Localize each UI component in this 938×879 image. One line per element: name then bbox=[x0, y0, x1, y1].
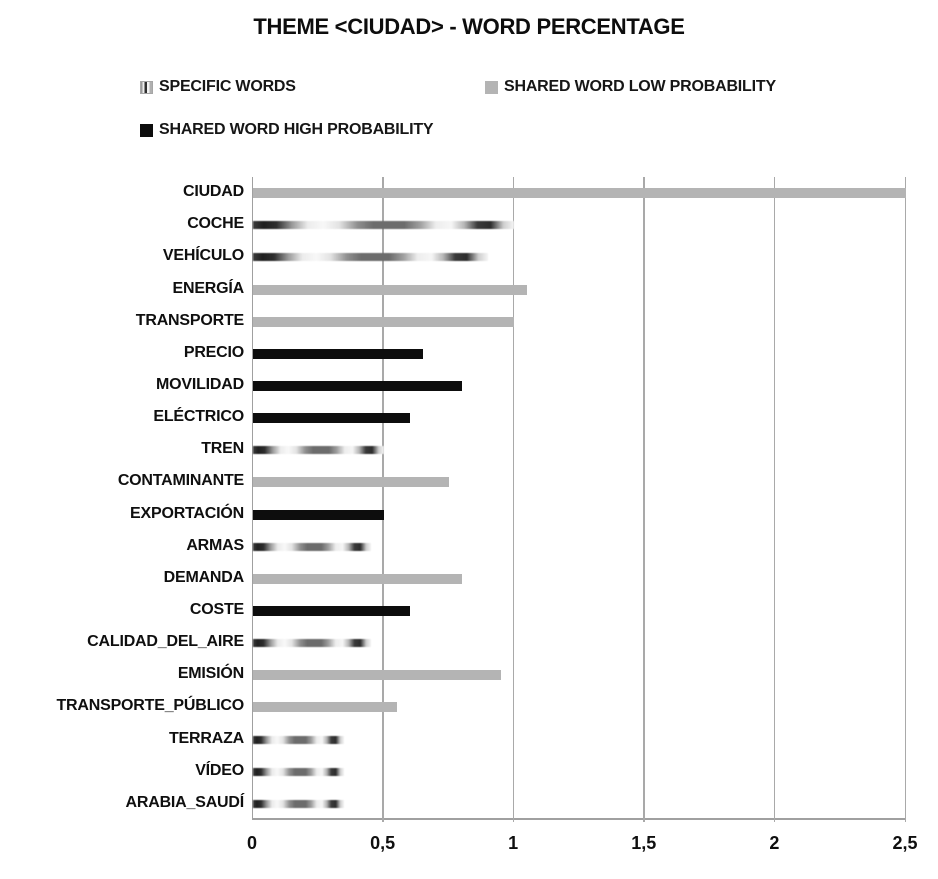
chart-title: THEME <CIUDAD> - WORD PERCENTAGE bbox=[253, 14, 685, 39]
category-label: CALIDAD_DEL_AIRE bbox=[87, 633, 244, 651]
category-label: COCHE bbox=[187, 215, 244, 233]
category-label: TRANSPORTE bbox=[135, 311, 244, 329]
bar-tren bbox=[253, 446, 384, 454]
legend-item-shared-word-high bbox=[140, 121, 433, 139]
category-label: DEMANDA bbox=[163, 568, 244, 586]
category-label: ARABIA_SAUDÍ bbox=[125, 793, 244, 811]
legend-item-specific-words bbox=[140, 78, 296, 96]
category-label: TREN bbox=[201, 440, 244, 458]
category-label: EMISIÓN bbox=[177, 665, 244, 683]
category-label: CONTAMINANTE bbox=[117, 472, 244, 490]
category-label: COSTE bbox=[189, 601, 244, 619]
gridline bbox=[643, 177, 645, 822]
shared-word-high-swatch-icon bbox=[140, 124, 153, 137]
bar-energía bbox=[253, 285, 527, 295]
x-tick-label: 2 bbox=[769, 833, 780, 853]
bar-calidad_del_aire bbox=[253, 639, 371, 647]
category-label: ARMAS bbox=[186, 536, 244, 554]
bar-transporte_público bbox=[253, 702, 397, 712]
bar-contaminante bbox=[253, 477, 449, 487]
legend-item-shared-word-low bbox=[485, 78, 776, 96]
category-label: CIUDAD bbox=[182, 183, 244, 201]
x-tick-label: 0 bbox=[246, 833, 258, 853]
gridline bbox=[774, 177, 776, 822]
gridline bbox=[513, 177, 515, 822]
bar-terraza bbox=[253, 736, 344, 744]
bar-movilidad bbox=[253, 381, 462, 391]
category-label: EXPORTACIÓN bbox=[130, 504, 244, 522]
legend-label: SHARED WORD LOW PROBABILITY bbox=[504, 78, 776, 95]
category-label: TERRAZA bbox=[168, 729, 244, 747]
specific-words-swatch-icon bbox=[140, 81, 153, 94]
bar-coste bbox=[253, 606, 410, 616]
category-label: VÍDEO bbox=[195, 761, 244, 779]
plot-area bbox=[252, 177, 905, 820]
category-label: MOVILIDAD bbox=[156, 375, 244, 393]
category-label: VEHÍCULO bbox=[162, 247, 244, 265]
bar-ciudad bbox=[253, 188, 906, 198]
x-tick-label: 1,5 bbox=[631, 833, 657, 853]
category-label: ELÉCTRICO bbox=[153, 408, 244, 426]
gridline bbox=[382, 177, 384, 822]
bar-eléctrico bbox=[253, 413, 410, 423]
bar-precio bbox=[253, 349, 423, 359]
legend-label: SHARED WORD HIGH PROBABILITY bbox=[159, 121, 434, 138]
x-tick-label: 0,5 bbox=[370, 833, 396, 853]
category-label: ENERGÍA bbox=[172, 279, 244, 297]
shared-word-low-swatch-icon bbox=[485, 81, 498, 94]
x-tick-label: 2,5 bbox=[892, 833, 918, 853]
x-tick-label: 1 bbox=[508, 833, 519, 853]
bar-arabia_saudí bbox=[253, 800, 344, 808]
bar-coche bbox=[253, 221, 514, 229]
category-label: TRANSPORTE_PÚBLICO bbox=[56, 697, 244, 715]
bar-armas bbox=[253, 543, 371, 551]
gridline bbox=[905, 177, 907, 822]
bar-vehículo bbox=[253, 253, 488, 261]
legend-label: SPECIFIC WORDS bbox=[159, 78, 296, 95]
bar-transporte bbox=[253, 317, 514, 327]
bar-vídeo bbox=[253, 768, 344, 776]
bar-emisión bbox=[253, 670, 501, 680]
category-label: PRECIO bbox=[183, 343, 244, 361]
bar-demanda bbox=[253, 574, 462, 584]
bar-exportación bbox=[253, 510, 384, 520]
